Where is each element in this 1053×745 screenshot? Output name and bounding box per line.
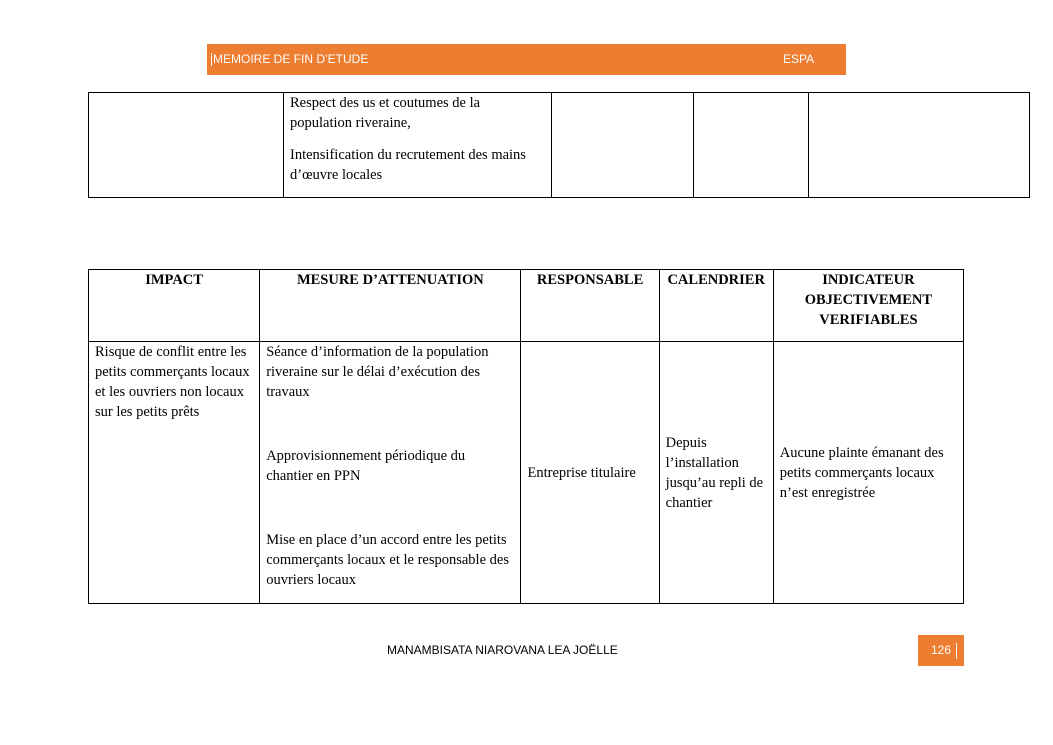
page-header	[207, 44, 846, 75]
indicateur-cell	[809, 93, 1030, 198]
indicateur-cell: Aucune plainte émanant des petits commerçants locaux n’est enregistrée	[773, 342, 963, 604]
measure-text: Respect des us et coutumes de la population riveraine,	[290, 95, 481, 131]
calendrier-cell: Depuis l’installation jusqu’au repli de chantier	[659, 342, 773, 604]
header-title: MEMOIRE DE FIN D’ETUDE	[213, 52, 369, 66]
impact-cell: Risque de conflit entre les petits commerçants locaux et les ouvriers non locaux sur les petits prêts	[89, 342, 260, 604]
measures-cell	[260, 342, 521, 604]
header-responsable: RESPONSABLE	[521, 270, 659, 342]
responsable-cell	[552, 93, 694, 198]
page-number: 126	[931, 643, 952, 657]
table-row	[89, 342, 964, 604]
table-header-row	[89, 270, 964, 342]
measure-text: Approvisionnement périodique du chantier en PPN	[266, 448, 466, 484]
table-row	[89, 93, 1030, 198]
measure-text: Séance d’information de la population riveraine sur le délai d’exécution des travaux	[266, 344, 489, 400]
measures-cell	[284, 93, 552, 198]
header-school: ESPA	[783, 52, 815, 66]
mitigation-table	[88, 269, 964, 604]
impact-cell	[89, 93, 284, 198]
header-mesure: MESURE D’ATTENUATION	[260, 270, 521, 342]
measure-text: Mise en place d’un accord entre les petits commerçants locaux et le responsable des ouvriers locaux	[266, 532, 509, 588]
header-calendrier: CALENDRIER	[659, 270, 773, 342]
continuation-table	[88, 92, 1030, 198]
footer-author: MANAMBISATA NIAROVANA LEA JOËLLE	[387, 643, 618, 657]
header-impact: IMPACT	[89, 270, 260, 342]
calendrier-cell	[694, 93, 809, 198]
responsable-cell: Entreprise titulaire	[521, 342, 659, 604]
page-number-box	[918, 635, 964, 666]
measure-text: Intensification du recrutement des mains d’œuvre locales	[290, 147, 526, 183]
header-indicateur: INDICATEUR OBJECTIVEMENT VERIFIABLES	[773, 270, 963, 342]
